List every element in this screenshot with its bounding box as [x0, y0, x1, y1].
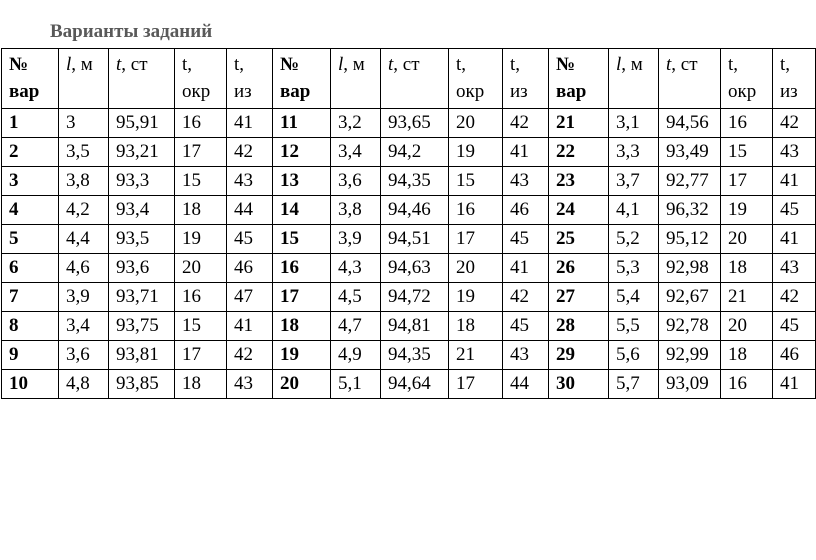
table-cell: 16: [449, 196, 503, 225]
variant-number-cell: 4: [2, 196, 59, 225]
variant-number-cell: 21: [549, 109, 609, 138]
table-cell: 43: [773, 138, 816, 167]
table-cell: 4,7: [331, 312, 381, 341]
header-line: №: [556, 54, 576, 75]
variant-number-cell: 12: [273, 138, 331, 167]
variant-number-cell: 3: [2, 167, 59, 196]
table-cell: 44: [227, 196, 273, 225]
header-unit: , ст: [121, 54, 148, 75]
header-line: окр: [182, 81, 211, 102]
column-header: [59, 49, 109, 109]
table-cell: 43: [773, 254, 816, 283]
table-cell: 92,78: [659, 312, 721, 341]
column-header: [331, 49, 381, 109]
table-cell: 3,2: [331, 109, 381, 138]
table-cell: 93,65: [381, 109, 449, 138]
variant-number-cell: 16: [273, 254, 331, 283]
table-cell: 3,8: [331, 196, 381, 225]
table-cell: 17: [449, 370, 503, 399]
header-line: окр: [456, 81, 485, 102]
variants-table: [1, 48, 816, 399]
table-cell: 19: [721, 196, 773, 225]
variant-number-cell: 29: [549, 341, 609, 370]
column-header: [721, 49, 773, 109]
table-cell: 92,98: [659, 254, 721, 283]
table-cell: 94,64: [381, 370, 449, 399]
table-cell: 20: [721, 312, 773, 341]
table-cell: 42: [773, 109, 816, 138]
header-line: из: [510, 81, 528, 102]
table-cell: 20: [175, 254, 227, 283]
variant-number-cell: 11: [273, 109, 331, 138]
page-title: Варианты заданий: [50, 21, 213, 42]
table-cell: 94,51: [381, 225, 449, 254]
table-cell: 18: [175, 370, 227, 399]
variant-number-cell: 30: [549, 370, 609, 399]
table-cell: 94,35: [381, 167, 449, 196]
table-cell: 94,46: [381, 196, 449, 225]
column-header: [449, 49, 503, 109]
header-line: вар: [280, 81, 311, 102]
table-cell: 42: [227, 341, 273, 370]
variant-number-cell: 18: [273, 312, 331, 341]
table-cell: 94,63: [381, 254, 449, 283]
table-cell: 19: [449, 138, 503, 167]
variant-number-cell: 22: [549, 138, 609, 167]
table-cell: 20: [721, 225, 773, 254]
table-cell: 45: [773, 196, 816, 225]
table-cell: 4,8: [59, 370, 109, 399]
table-row: [2, 370, 816, 399]
table-cell: 94,35: [381, 341, 449, 370]
table-cell: 5,1: [331, 370, 381, 399]
variant-number-cell: 10: [2, 370, 59, 399]
table-cell: 3,3: [609, 138, 659, 167]
variant-number-cell: 8: [2, 312, 59, 341]
table-cell: 41: [773, 167, 816, 196]
header-symbol: t: [666, 54, 672, 75]
table-cell: 42: [773, 283, 816, 312]
column-header: [2, 49, 59, 109]
table-cell: 92,67: [659, 283, 721, 312]
variant-number-cell: 19: [273, 341, 331, 370]
column-header: [227, 49, 273, 109]
table-row: [2, 225, 816, 254]
table-cell: 4,9: [331, 341, 381, 370]
table-cell: 45: [503, 225, 549, 254]
table-cell: 16: [175, 283, 227, 312]
table-cell: 94,2: [381, 138, 449, 167]
header-line: из: [780, 81, 798, 102]
table-cell: 5,2: [609, 225, 659, 254]
table-cell: 21: [449, 341, 503, 370]
variant-number-cell: 5: [2, 225, 59, 254]
header-line: t,: [456, 54, 467, 75]
table-cell: 93,71: [109, 283, 175, 312]
table-cell: 43: [227, 167, 273, 196]
table-cell: 93,3: [109, 167, 175, 196]
header-line: вар: [9, 81, 40, 102]
table-cell: 45: [773, 312, 816, 341]
header-line: t,: [780, 54, 791, 75]
table-cell: 3,8: [59, 167, 109, 196]
table-cell: 94,56: [659, 109, 721, 138]
header-row: [2, 49, 816, 109]
table-cell: 3,1: [609, 109, 659, 138]
table-cell: 93,4: [109, 196, 175, 225]
table-cell: 93,5: [109, 225, 175, 254]
table-cell: 41: [773, 370, 816, 399]
table-cell: 5,3: [609, 254, 659, 283]
header-line: t,: [510, 54, 521, 75]
header-line: t,: [182, 54, 193, 75]
table-cell: 41: [227, 109, 273, 138]
table-row: [2, 283, 816, 312]
header-line: окр: [728, 81, 757, 102]
table-cell: 47: [227, 283, 273, 312]
header-symbol: t: [388, 54, 394, 75]
table-cell: 45: [503, 312, 549, 341]
column-header: [273, 49, 331, 109]
table-cell: 93,6: [109, 254, 175, 283]
variant-number-cell: 14: [273, 196, 331, 225]
variant-number-cell: 20: [273, 370, 331, 399]
table-cell: 16: [175, 109, 227, 138]
variant-number-cell: 27: [549, 283, 609, 312]
table-cell: 95,91: [109, 109, 175, 138]
table-cell: 3,7: [609, 167, 659, 196]
table-cell: 18: [721, 341, 773, 370]
table-cell: 42: [227, 138, 273, 167]
table-cell: 3,9: [331, 225, 381, 254]
table-cell: 3,6: [59, 341, 109, 370]
table-cell: 16: [721, 109, 773, 138]
table-row: [2, 196, 816, 225]
table-cell: 41: [503, 138, 549, 167]
header-line: вар: [556, 81, 587, 102]
table-cell: 3: [59, 109, 109, 138]
column-header: [549, 49, 609, 109]
table-cell: 41: [503, 254, 549, 283]
header-line: t,: [234, 54, 245, 75]
table-cell: 93,81: [109, 341, 175, 370]
variant-number-cell: 23: [549, 167, 609, 196]
table-row: [2, 312, 816, 341]
table-cell: 4,1: [609, 196, 659, 225]
table-cell: 3,6: [331, 167, 381, 196]
table-cell: 18: [449, 312, 503, 341]
header-symbol: l: [616, 54, 622, 75]
table-cell: 93,49: [659, 138, 721, 167]
header-unit: , м: [71, 54, 93, 75]
header-unit: , м: [343, 54, 365, 75]
table-cell: 3,4: [331, 138, 381, 167]
table-row: [2, 254, 816, 283]
column-header: [659, 49, 721, 109]
table-row: [2, 109, 816, 138]
table-row: [2, 167, 816, 196]
variant-number-cell: 15: [273, 225, 331, 254]
variant-number-cell: 9: [2, 341, 59, 370]
table-cell: 19: [175, 225, 227, 254]
table-cell: 21: [721, 283, 773, 312]
column-header: [381, 49, 449, 109]
table-cell: 92,99: [659, 341, 721, 370]
table-cell: 4,3: [331, 254, 381, 283]
header-line: №: [280, 54, 300, 75]
variant-number-cell: 1: [2, 109, 59, 138]
table-cell: 5,5: [609, 312, 659, 341]
variant-number-cell: 13: [273, 167, 331, 196]
column-header: [503, 49, 549, 109]
table-cell: 5,4: [609, 283, 659, 312]
table-cell: 4,5: [331, 283, 381, 312]
table-cell: 43: [503, 341, 549, 370]
variant-number-cell: 2: [2, 138, 59, 167]
header-symbol: l: [338, 54, 344, 75]
header-unit: , м: [621, 54, 643, 75]
table-cell: 93,09: [659, 370, 721, 399]
table-cell: 93,21: [109, 138, 175, 167]
variant-number-cell: 24: [549, 196, 609, 225]
variant-number-cell: 26: [549, 254, 609, 283]
column-header: [609, 49, 659, 109]
table-cell: 17: [175, 138, 227, 167]
table-body: [2, 109, 816, 399]
table-cell: 5,6: [609, 341, 659, 370]
header-line: №: [9, 54, 29, 75]
table-cell: 20: [449, 109, 503, 138]
table-cell: 3,4: [59, 312, 109, 341]
table-cell: 4,6: [59, 254, 109, 283]
variant-number-cell: 28: [549, 312, 609, 341]
table-cell: 92,77: [659, 167, 721, 196]
table-cell: 18: [721, 254, 773, 283]
variant-number-cell: 25: [549, 225, 609, 254]
header-unit: , ст: [671, 54, 698, 75]
table-cell: 43: [227, 370, 273, 399]
table-cell: 19: [449, 283, 503, 312]
table-cell: 45: [227, 225, 273, 254]
table-cell: 46: [503, 196, 549, 225]
variant-number-cell: 7: [2, 283, 59, 312]
column-header: [175, 49, 227, 109]
table-cell: 18: [175, 196, 227, 225]
variant-number-cell: 17: [273, 283, 331, 312]
header-line: t,: [728, 54, 739, 75]
table-cell: 3,9: [59, 283, 109, 312]
header-line: из: [234, 81, 252, 102]
table-cell: 20: [449, 254, 503, 283]
table-row: [2, 341, 816, 370]
table-cell: 96,32: [659, 196, 721, 225]
table-cell: 4,2: [59, 196, 109, 225]
table-cell: 42: [503, 283, 549, 312]
column-header: [109, 49, 175, 109]
table-cell: 42: [503, 109, 549, 138]
table-cell: 15: [721, 138, 773, 167]
column-header: [773, 49, 816, 109]
table-cell: 93,75: [109, 312, 175, 341]
table-cell: 3,5: [59, 138, 109, 167]
table-cell: 15: [449, 167, 503, 196]
table-cell: 15: [175, 167, 227, 196]
table-row: [2, 138, 816, 167]
table-cell: 17: [175, 341, 227, 370]
table-cell: 4,4: [59, 225, 109, 254]
table-cell: 17: [721, 167, 773, 196]
variant-number-cell: 6: [2, 254, 59, 283]
table-cell: 95,12: [659, 225, 721, 254]
table-cell: 46: [773, 341, 816, 370]
table-cell: 44: [503, 370, 549, 399]
table-cell: 41: [227, 312, 273, 341]
table-cell: 43: [503, 167, 549, 196]
table-cell: 5,7: [609, 370, 659, 399]
table-cell: 93,85: [109, 370, 175, 399]
table-cell: 17: [449, 225, 503, 254]
table-cell: 15: [175, 312, 227, 341]
table-cell: 41: [773, 225, 816, 254]
table-cell: 16: [721, 370, 773, 399]
header-symbol: l: [66, 54, 72, 75]
table-cell: 46: [227, 254, 273, 283]
header-unit: , ст: [393, 54, 420, 75]
header-symbol: t: [116, 54, 122, 75]
table-cell: 94,72: [381, 283, 449, 312]
table-cell: 94,81: [381, 312, 449, 341]
